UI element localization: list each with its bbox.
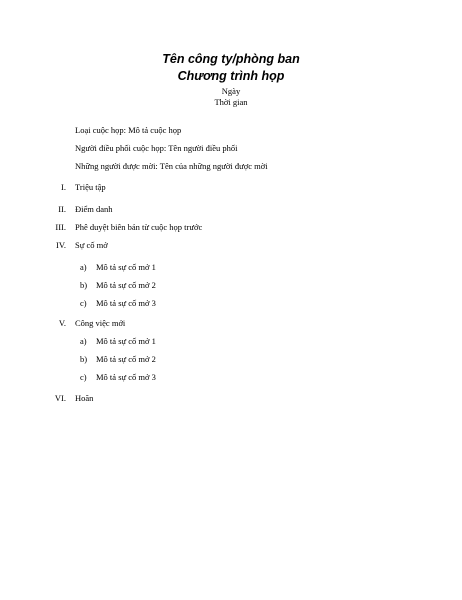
agenda-item xyxy=(0,318,462,329)
agenda-item-number: V. xyxy=(58,318,66,328)
agenda-item-text: Sự cố mở xyxy=(75,240,108,250)
company-name: Tên công ty/phòng ban xyxy=(162,52,300,66)
agenda-item xyxy=(0,240,462,251)
agenda-item xyxy=(0,393,462,404)
agenda-subitem-letter: b) xyxy=(80,354,88,364)
agenda-item xyxy=(0,222,462,233)
agenda-subitem-text: Mô tả sự cố mở 2 xyxy=(96,280,156,290)
agenda-subitem xyxy=(0,280,462,291)
agenda-subitem xyxy=(0,298,462,309)
agenda-subitem xyxy=(0,336,462,347)
agenda-item-text: Công việc mới xyxy=(75,318,126,328)
agenda-subitem-letter: a) xyxy=(80,336,87,346)
agenda-subitem xyxy=(0,262,462,273)
agenda-item-text: Hoãn xyxy=(75,393,94,403)
agenda-item-number: I. xyxy=(61,182,66,192)
meeting-time: Thời gian xyxy=(214,97,248,107)
meeting-facilitator: Người điều phối cuộc họp: Tên người điều phối xyxy=(75,143,238,153)
agenda-item-number: VI. xyxy=(54,393,66,403)
agenda-subitem-letter: a) xyxy=(80,262,87,272)
agenda-subitem-text: Mô tả sự cố mở 3 xyxy=(96,372,156,382)
agenda-subitem-text: Mô tả sự cố mở 3 xyxy=(96,298,156,308)
agenda-subitem xyxy=(0,354,462,365)
meeting-type: Loại cuộc họp: Mô tả cuộc họp xyxy=(75,125,182,135)
agenda-subitem-letter: b) xyxy=(80,280,88,290)
agenda-item-number: III. xyxy=(55,222,66,232)
agenda-item-number: IV. xyxy=(56,240,66,250)
agenda-item-text: Điểm danh xyxy=(75,204,113,214)
agenda-subitem-text: Mô tả sự cố mở 2 xyxy=(96,354,156,364)
agenda-subitem-letter: c) xyxy=(80,298,87,308)
agenda-title: Chương trình họp xyxy=(177,69,285,83)
agenda-item-text: Phê duyệt biên bản từ cuộc họp trước xyxy=(75,222,203,232)
meeting-date: Ngày xyxy=(221,86,241,96)
agenda-item xyxy=(0,182,462,193)
agenda-item-text: Triệu tập xyxy=(75,182,106,192)
meeting-invitees: Những người được mời: Tên của những người được mời xyxy=(75,161,268,171)
agenda-subitem-letter: c) xyxy=(80,372,87,382)
agenda-subitem-text: Mô tả sự cố mở 1 xyxy=(96,262,156,272)
agenda-item xyxy=(0,204,462,215)
agenda-subitem xyxy=(0,372,462,383)
agenda-subitem-text: Mô tả sự cố mở 1 xyxy=(96,336,156,346)
agenda-item-number: II. xyxy=(58,204,66,214)
